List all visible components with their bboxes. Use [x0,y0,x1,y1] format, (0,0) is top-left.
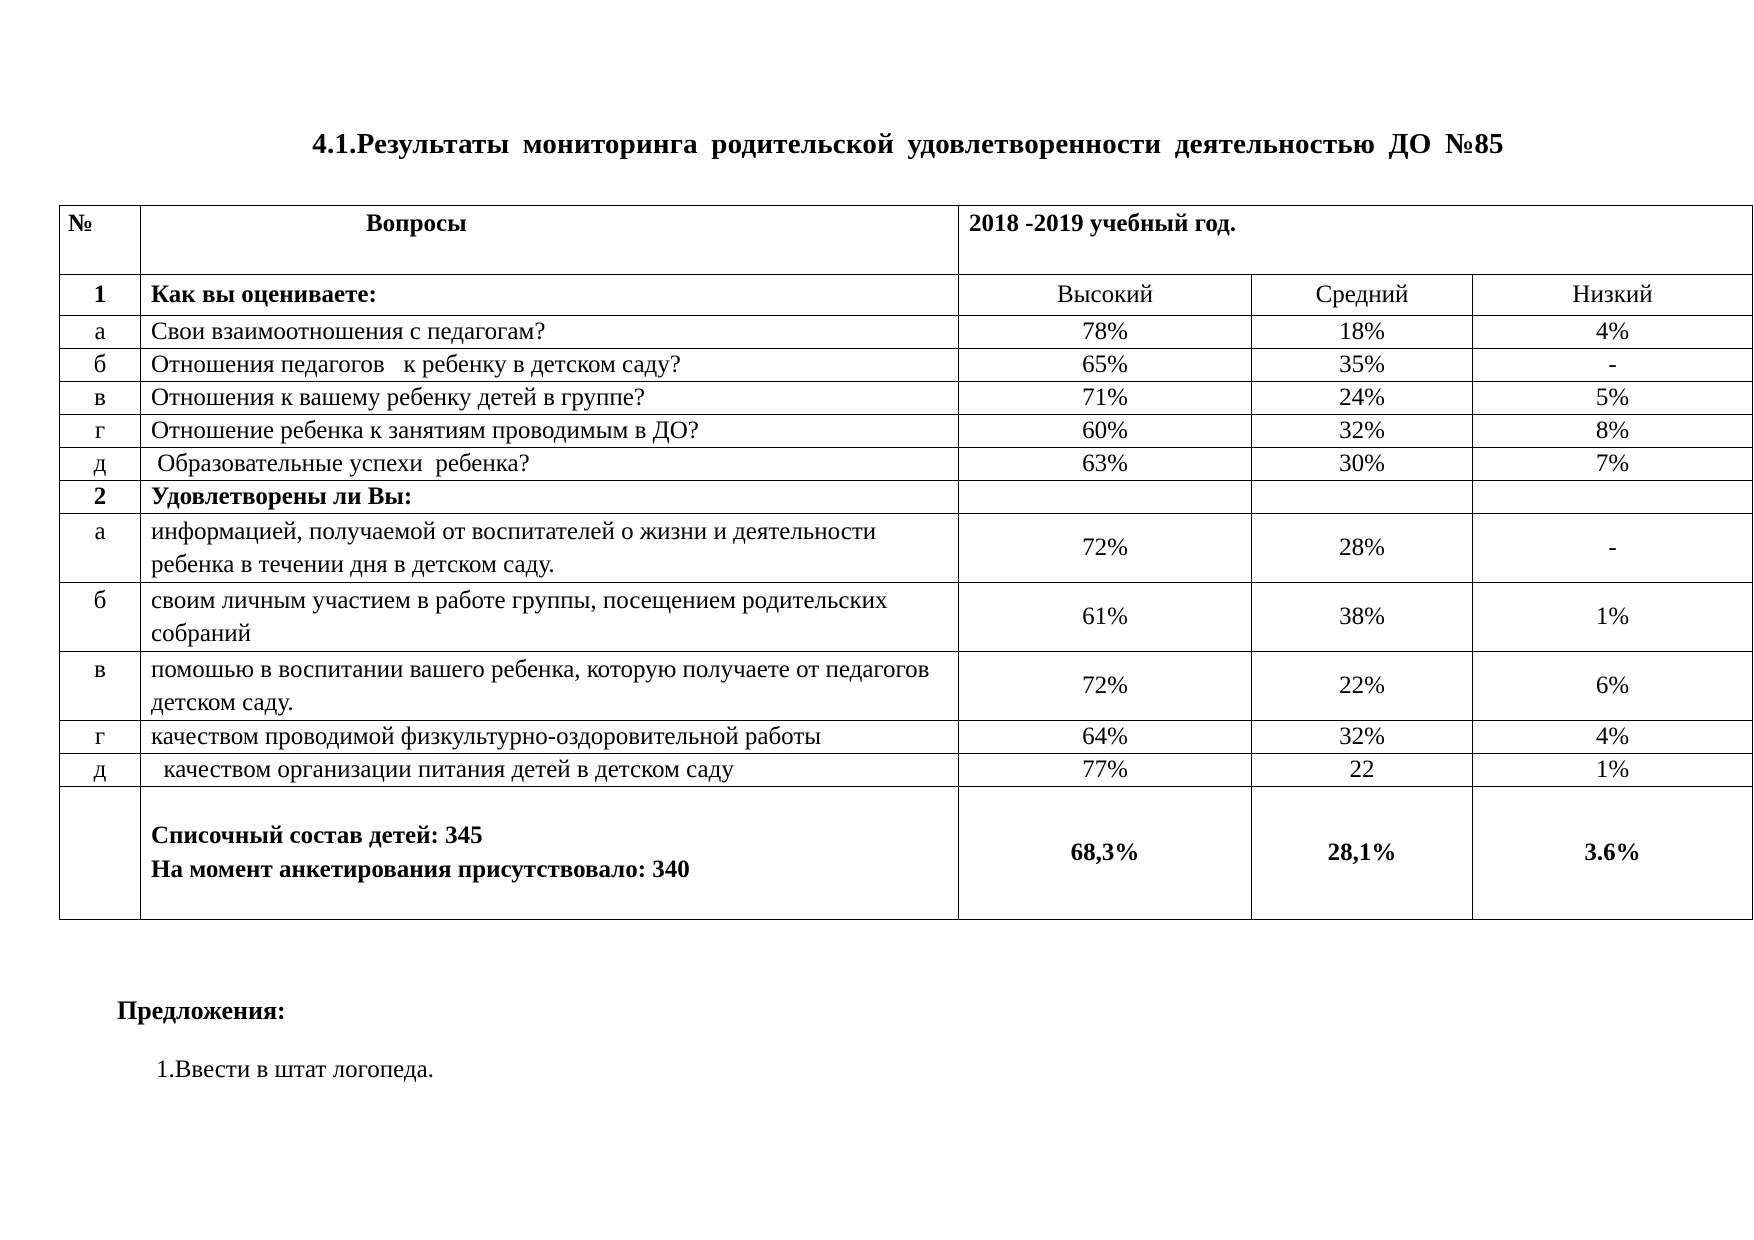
total-high: 68,3% [959,787,1252,920]
value-mid: 22 [1252,754,1473,787]
empty-cell [60,787,141,920]
table-header-row [60,206,1753,275]
row-letter: б [60,583,141,652]
header-questions: Вопросы [141,206,959,275]
row-letter: г [60,721,141,754]
value-high: 61% [959,583,1252,652]
level-low-label: Низкий [1473,275,1753,316]
total-row [60,787,1753,920]
total-summary [141,787,959,920]
section-1-title: Как вы оцениваете: [141,275,959,316]
level-high-label: Высокий [959,275,1252,316]
value-low: 5% [1473,382,1753,415]
value-high: 78% [959,316,1252,349]
value-low: 4% [1473,721,1753,754]
empty-cell [959,481,1252,514]
table-row [60,415,1753,448]
value-low: 6% [1473,652,1753,721]
table-row [60,721,1753,754]
row-question: информацией, получаемой от воспитателей о жизни и деятельности ребенка в течении дня в детском саду. [141,514,959,583]
row-question: Свои взаимоотношения с педагогам? [141,316,959,349]
table-row [60,514,1753,583]
value-mid: 32% [1252,721,1473,754]
level-mid-label: Средний [1252,275,1473,316]
section-2-title: Удовлетворены ли Вы: [141,481,959,514]
survey-results-table [59,205,1753,920]
row-letter: д [60,754,141,787]
section-1-number: 1 [60,275,141,316]
value-mid: 28% [1252,514,1473,583]
value-low: 8% [1473,415,1753,448]
value-high: 72% [959,652,1252,721]
header-number: № [60,206,141,275]
empty-cell [1252,481,1473,514]
row-question: Отношения педагогов к ребенку в детском саду? [141,349,959,382]
document-title: 4.1.Результаты мониторинга родительской удовлетворенности деятельностью ДО №85 [312,128,1504,160]
row-letter: б [60,349,141,382]
value-mid: 18% [1252,316,1473,349]
row-letter: а [60,316,141,349]
value-high: 71% [959,382,1252,415]
value-mid: 30% [1252,448,1473,481]
empty-cell [1473,481,1753,514]
value-low: 1% [1473,583,1753,652]
table-row [60,349,1753,382]
section-2-row [60,481,1753,514]
section-1-row [60,275,1753,316]
row-question: качеством организации питания детей в детском саду [141,754,959,787]
present-count: На момент анкетирования присутствовало: 340 [151,856,690,883]
value-low: - [1473,514,1753,583]
suggestion-item: 1.Ввести в штат логопеда. [156,1056,434,1083]
value-low: 7% [1473,448,1753,481]
header-school-year: 2018 -2019 учебный год. [959,206,1753,275]
table-row [60,754,1753,787]
table-row [60,316,1753,349]
value-high: 77% [959,754,1252,787]
value-high: 72% [959,514,1252,583]
suggestions-heading: Предложения: [117,996,286,1025]
value-high: 65% [959,349,1252,382]
row-question: качеством проводимой физкультурно-оздоровительной работы [141,721,959,754]
table-row [60,652,1753,721]
value-high: 64% [959,721,1252,754]
value-low: 4% [1473,316,1753,349]
row-letter: в [60,382,141,415]
table-row [60,382,1753,415]
value-high: 60% [959,415,1252,448]
value-mid: 22% [1252,652,1473,721]
children-count: Списочный состав детей: 345 [151,822,483,849]
value-mid: 32% [1252,415,1473,448]
value-high: 63% [959,448,1252,481]
row-letter: д [60,448,141,481]
value-mid: 24% [1252,382,1473,415]
table-row [60,448,1753,481]
value-mid: 35% [1252,349,1473,382]
value-low: - [1473,349,1753,382]
total-low: 3.6% [1473,787,1753,920]
value-mid: 38% [1252,583,1473,652]
row-question: своим личным участием в работе группы, посещением родительских собраний [141,583,959,652]
row-letter: г [60,415,141,448]
value-low: 1% [1473,754,1753,787]
row-question: помошью в воспитании вашего ребенка, которую получаете от педагогов детском саду. [141,652,959,721]
section-2-number: 2 [60,481,141,514]
row-letter: а [60,514,141,583]
table-row [60,583,1753,652]
row-question: Образовательные успехи ребенка? [141,448,959,481]
row-letter: в [60,652,141,721]
total-mid: 28,1% [1252,787,1473,920]
row-question: Отношение ребенка к занятиям проводимым в ДО? [141,415,959,448]
row-question: Отношения к вашему ребенку детей в группе? [141,382,959,415]
